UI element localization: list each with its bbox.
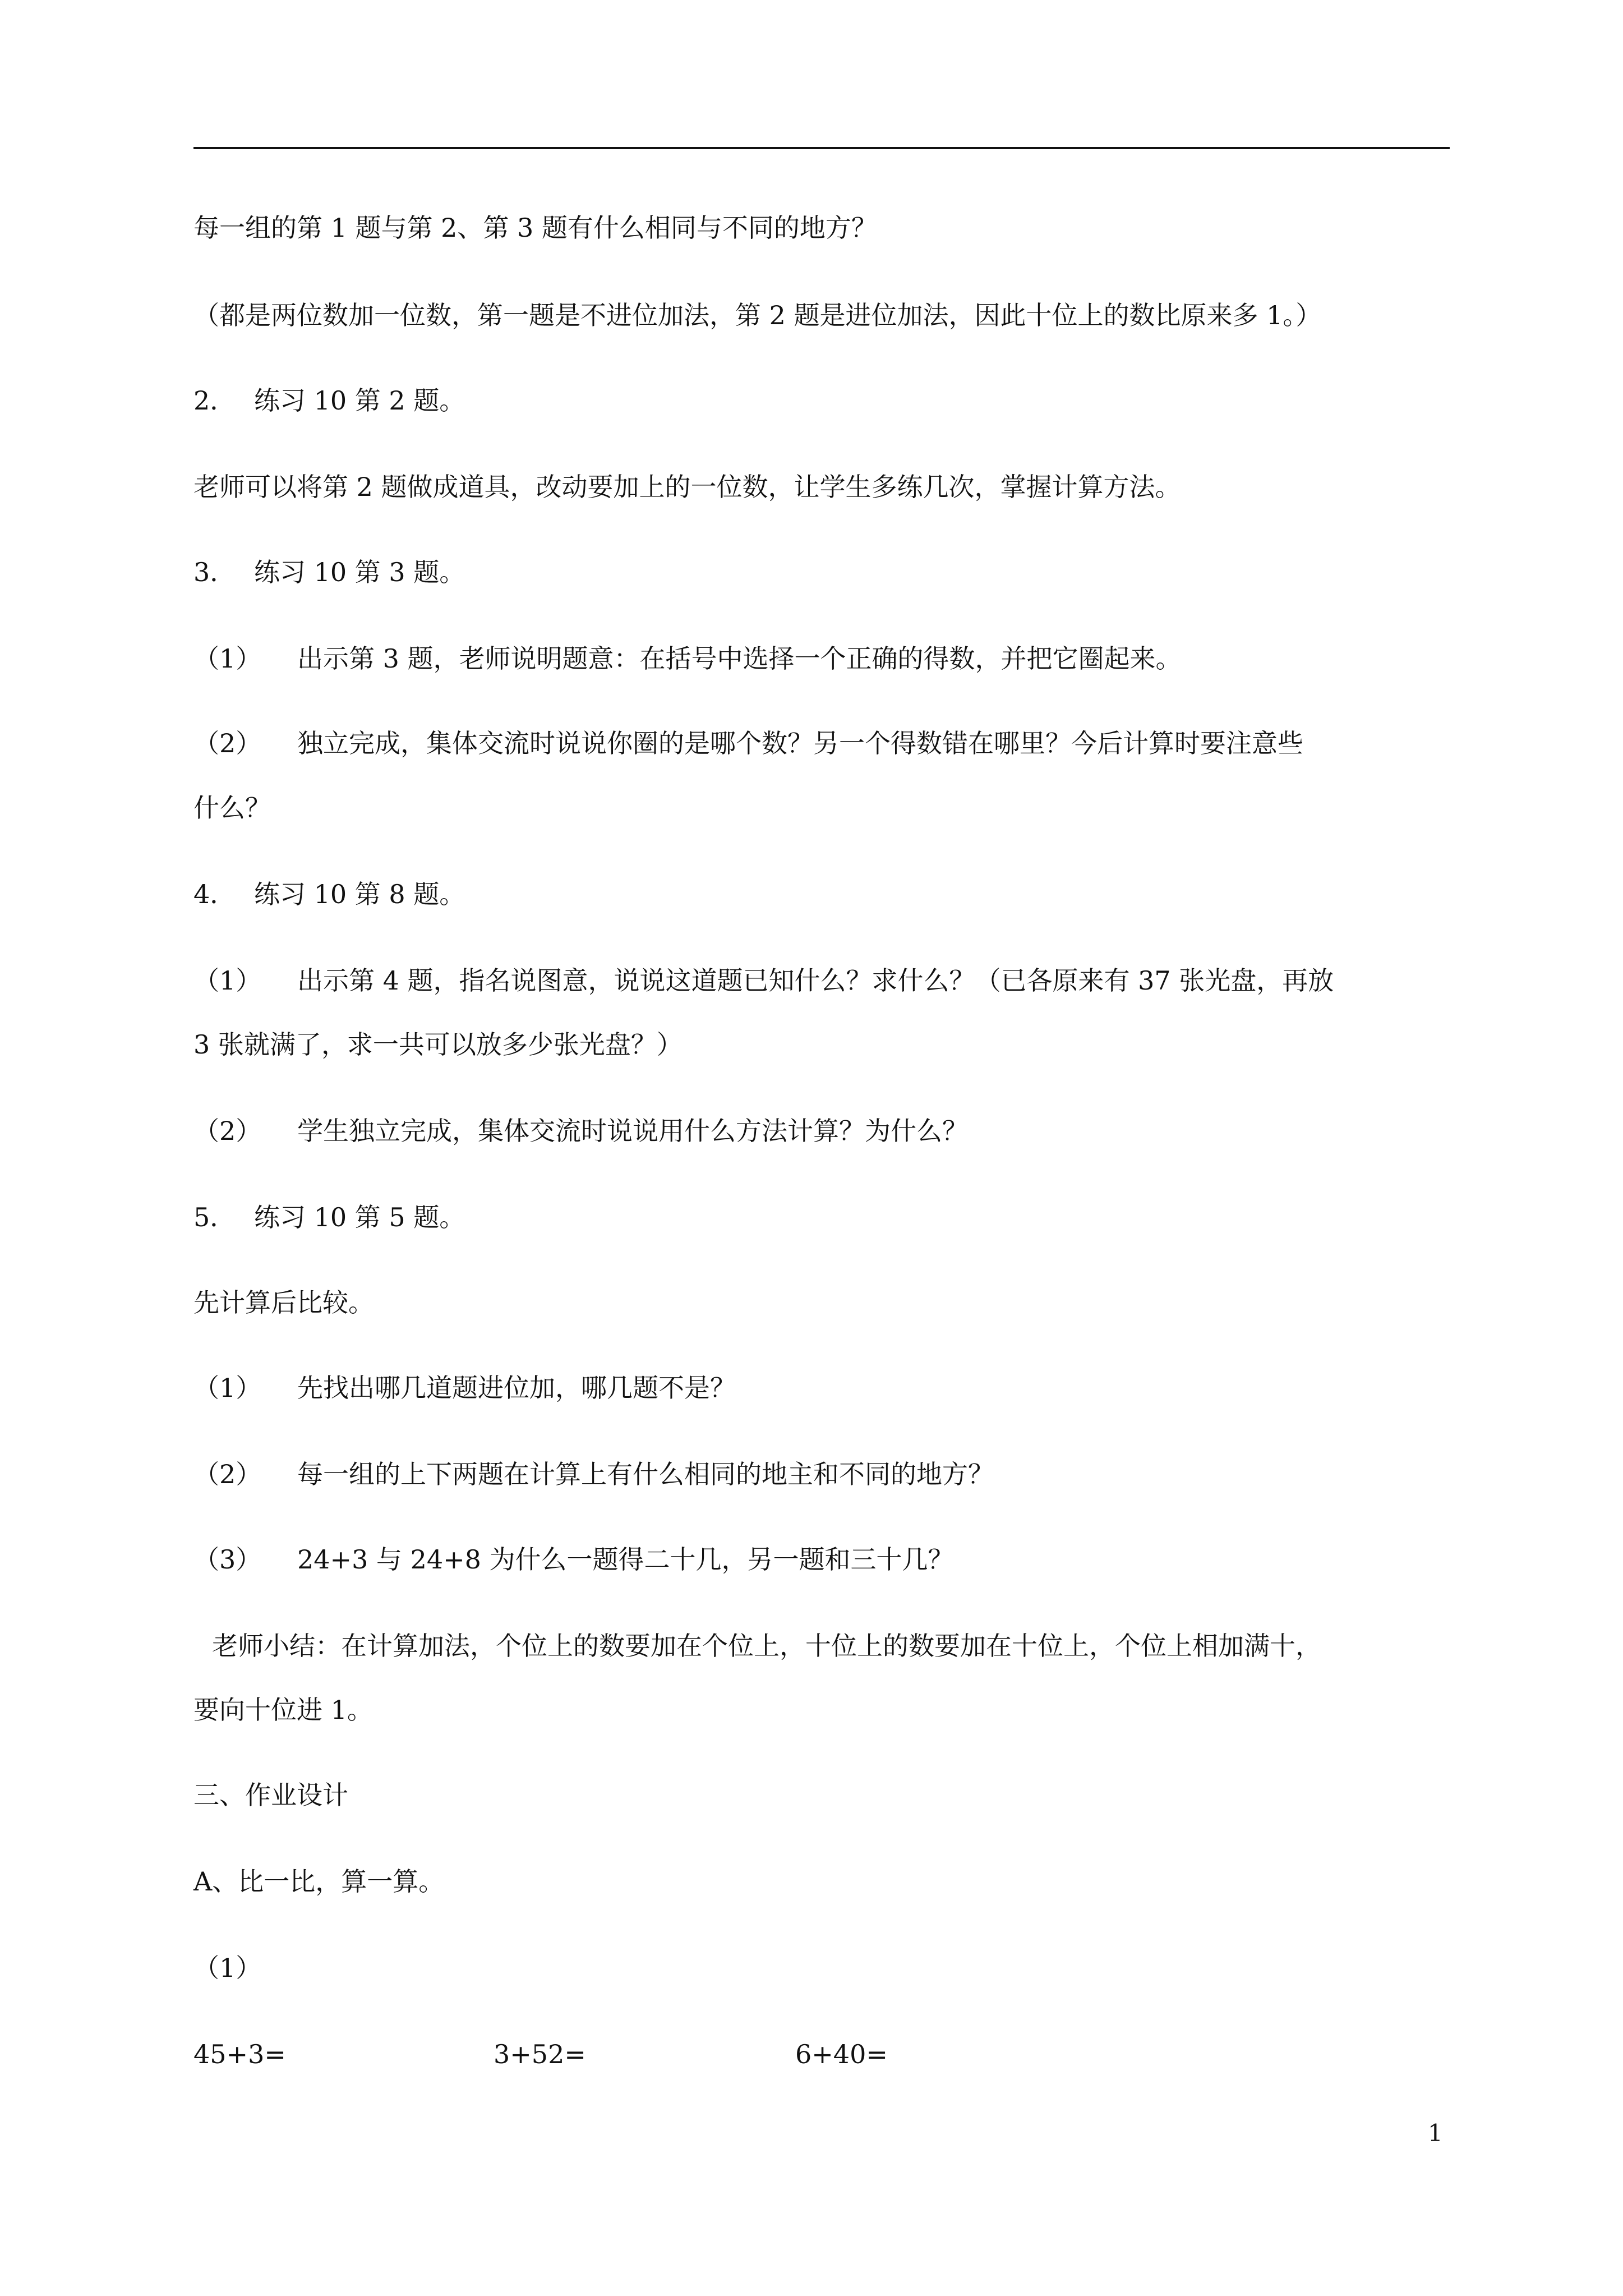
teacher-summary-continuation: 要向十位进 1。 — [193, 1695, 373, 1725]
item-text: 练习 10 第 5 题。 — [254, 1202, 465, 1232]
item-number: （3） — [193, 1544, 262, 1575]
item-text: 练习 10 第 2 题。 — [254, 385, 465, 416]
item-text: 先找出哪几道题进位加，哪几题不是？ — [297, 1373, 736, 1403]
item-number: （2） — [193, 1459, 262, 1489]
exercise-title: A、比一比，算一算。 — [193, 1866, 445, 1897]
item-number: （2） — [193, 728, 262, 758]
item-continuation: 什么？ — [193, 793, 271, 823]
sub-item-5-3 — [193, 1544, 954, 1575]
item-text: 每一组的上下两题在计算上有什么相同的地主和不同的地方？ — [297, 1459, 994, 1489]
sub-item-3-1 — [193, 643, 1182, 674]
item-text: 出示第 3 题，老师说明题意：在括号中选择一个正确的得数，并把它圈起来。 — [297, 643, 1182, 674]
section-item-4 — [193, 878, 465, 910]
paragraph: （都是两位数加一位数，第一题是不进位加法，第 2 题是进位加法，因此十位上的数比原来多 1。） — [193, 300, 1322, 330]
section-heading: 三、作业设计 — [193, 1780, 348, 1810]
item-text: 独立完成，集体交流时说说你圈的是哪个数？另一个得数错在哪里？今后计算时要注意些 — [297, 728, 1303, 758]
sub-item-4-1 — [193, 965, 1334, 996]
item-text: 练习 10 第 3 题。 — [254, 557, 465, 587]
sub-item-4-2 — [193, 1115, 968, 1147]
exercise-subnumber: （1） — [193, 1953, 262, 1983]
sub-item-3-2 — [193, 728, 1303, 759]
paragraph: 先计算后比较。 — [193, 1287, 374, 1318]
item-continuation: 3 张就满了，求一共可以放多少张光盘？） — [193, 1029, 683, 1060]
item-number: 5． — [193, 1202, 236, 1232]
item-number: 2． — [193, 385, 236, 416]
item-number: （1） — [193, 1373, 262, 1403]
section-item-5 — [193, 1202, 465, 1233]
section-item-3 — [193, 556, 465, 588]
item-number: （2） — [193, 1116, 262, 1146]
item-number: （1） — [193, 643, 262, 674]
item-text: 学生独立完成，集体交流时说说用什么方法计算？为什么？ — [297, 1116, 968, 1146]
item-text: 24+3 与 24+8 为什么一题得二十几，另一题和三十几？ — [297, 1544, 954, 1575]
item-text: 出示第 4 题，指名说图意，说说这道题已知什么？求什么？（已各原来有 37 张光盘，再放 — [297, 965, 1334, 996]
item-number: （1） — [193, 965, 262, 996]
sub-item-5-2 — [193, 1458, 994, 1490]
section-item-2 — [193, 385, 465, 416]
header-rule — [193, 147, 1450, 149]
paragraph: 老师可以将第 2 题做成道具，改动要加上的一位数，让学生多练几次，掌握计算方法。 — [193, 472, 1181, 502]
item-number: 3． — [193, 557, 236, 587]
calc-problem: 45+3= — [193, 2039, 286, 2069]
teacher-summary: 老师小结：在计算加法，个位上的数要加在个位上，十位上的数要加在十位上，个位上相加满十， — [212, 1631, 1321, 1661]
item-text: 练习 10 第 8 题。 — [254, 879, 465, 909]
calc-problem: 6+40= — [795, 2039, 888, 2069]
page-number: 1 — [1428, 2119, 1443, 2147]
sub-item-5-1 — [193, 1372, 736, 1404]
item-number: 4． — [193, 879, 236, 909]
paragraph: 每一组的第 1 题与第 2、第 3 题有什么相同与不同的地方？ — [193, 213, 877, 243]
calc-problem: 3+52= — [494, 2039, 586, 2069]
